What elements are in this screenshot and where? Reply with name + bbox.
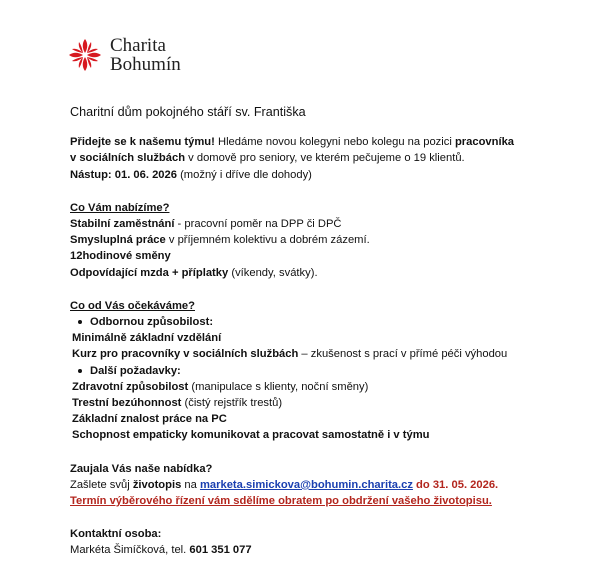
bullet-label: Další požadavky: [90,364,181,377]
contact-phone: 601 351 077 [189,544,252,557]
position-name: pracovníka [454,136,515,149]
requirement-item [70,411,570,427]
offer-heading: Co Vám nabízíme? [70,201,170,214]
offer-item-text: - pracovní poměr na DPP či DPČ [174,218,342,231]
contact-person [70,542,570,558]
requirement-bold: Trestní bezúhonnost [72,397,182,410]
requirements-bullet-other [70,363,570,379]
apply-heading [70,461,570,477]
requirement-item [70,379,570,395]
requirement-text: (manipulace s klienty, noční směny) [188,380,369,393]
start-date-note: (možný i dříve dle dohody) [176,168,312,181]
requirement-bold: Základní znalost práce na PC [72,413,227,426]
intro-paragraph [70,134,570,166]
intro-section [70,134,570,183]
position-name-cont: v sociálních službách [70,152,186,165]
offer-item-text: (víkendy, svátky). [228,266,318,279]
requirement-item [70,427,570,443]
apply-text: Zašlete svůj [70,478,133,491]
requirement-bold: Kurz pro pracovníky v sociálních službách [72,348,299,361]
logo-wordmark [110,36,181,74]
offer-item [70,216,570,232]
requirements-heading: Co od Vás očekáváme? [70,299,195,312]
bullet-label: Odbornou způsobilost: [90,316,214,329]
apply-heading-text: Zaujala Vás naše nabídka? [70,462,213,475]
start-date-label: Nástup: 01. 06. 2026 [70,168,177,181]
logo-line-charita: Charita [110,35,166,56]
logo-line-bohumin: Bohumín [110,54,181,75]
offer-item-bold: Odpovídající mzda + příplatky [70,266,229,279]
contact-heading [70,526,570,542]
requirement-text: – zkušenost s prací v přímé péči výhodou [298,348,508,361]
intro-cta: Přidejte se k našemu týmu! [70,136,215,149]
requirement-bold: Schopnost empaticky komunikovat a pracovat samostatně i v týmu [72,429,430,442]
requirements-bullet-qualification [70,314,570,330]
contact-name: Markéta Šimíčková, tel. [70,544,190,557]
intro-text: Hledáme novou kolegyni nebo kolegu na pozici [214,136,455,149]
requirement-text: (čistý rejstřík trestů) [181,397,283,410]
apply-cv: životopis [132,478,182,491]
apply-section [70,461,570,510]
requirement-bold: Minimálně základní vzdělání [72,332,222,345]
apply-note: Termín výběrového řízení vám sdělíme obratem po obdržení vašeho životopisu. [70,495,492,508]
contact-heading-text: Kontaktní osoba: [70,528,162,541]
charita-cross-icon [68,38,102,72]
offer-item-bold: Stabilní zaměstnání [70,218,175,231]
contact-section [70,526,570,558]
page-title: Charitní dům pokojného stáří sv. Františka [70,105,306,119]
start-date [70,167,570,183]
offer-item-bold: Smysluplná práce [70,234,166,247]
offer-item [70,248,570,264]
offer-item-bold: 12hodinové směny [70,250,171,263]
job-ad-content [70,104,570,576]
apply-text-2: na [181,478,200,491]
offer-item [70,265,570,281]
apply-instructions [70,477,570,493]
requirement-bold: Zdravotní způsobilost [72,380,189,393]
charita-logo [68,36,181,74]
requirement-item [70,395,570,411]
offer-section [70,200,570,281]
offer-item-text: v příjemném kolektivu a dobrém zázemí. [165,234,370,247]
requirements-section [70,298,570,444]
apply-deadline: do 31. 05. 2026. [412,478,499,491]
requirement-item [70,330,570,346]
requirement-item [70,346,570,362]
email-link[interactable]: marketa.simickova@bohumin.charita.cz [199,478,413,491]
offer-item [70,232,570,248]
intro-text-2: v domově pro seniory, ve kterém pečujeme o 19 klientů. [185,152,465,165]
